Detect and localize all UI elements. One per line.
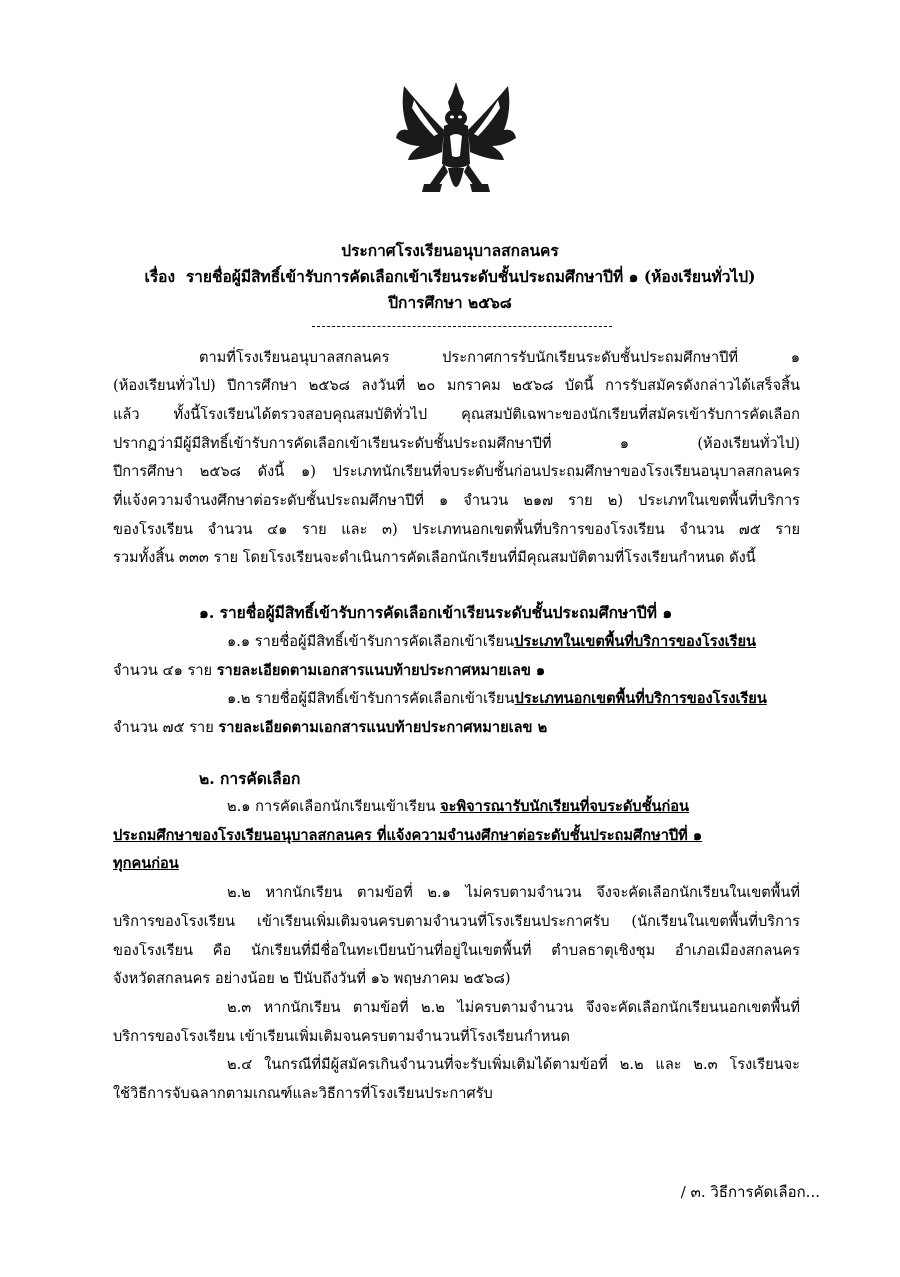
continuation-note: / ๓. วิธีการคัดเลือก...: [680, 1183, 820, 1201]
subject-label: เรื่อง: [144, 267, 176, 286]
intro-line: ตามที่โรงเรียนอนุบาลสกลนคร ประกาศการรับนักเรียนระดับชั้นประถมศึกษาปีที่ ๑: [199, 349, 800, 366]
section2-item1-line: ทุกคนก่อน: [113, 855, 179, 872]
section2-item1-line: ประถมศึกษาของโรงเรียนอนุบาลสกลนคร ที่แจ้งความจำนงศึกษาต่อระดับชั้นประถมศึกษาปีที่ ๑: [113, 827, 703, 844]
section2-item2-line: บริการของโรงเรียน เข้าเรียนเพิ่มเติมจนครบตามจำนวนที่โรงเรียนประกาศรับ (นักเรียนในเขตพื้นที่บริการ: [113, 913, 800, 930]
section2-item2-line: ของโรงเรียน คือ นักเรียนที่มีชื่อในทะเบียนบ้านที่อยู่ในเขตพื้นที่ ตำบลธาตุเชิงชุม อำเภอเมืองสกลนคร: [113, 942, 800, 959]
header-divider: [312, 326, 612, 327]
item-emphasis: จะพิจารณารับนักเรียนที่จบระดับชั้นก่อน: [440, 798, 690, 815]
item-type: ประเภทในเขตพื้นที่บริการของโรงเรียน: [514, 633, 757, 650]
garuda-emblem: [394, 80, 518, 208]
intro-line: ปีการศึกษา ๒๕๖๘ ดังนี้ ๑) ประเภทนักเรียนที่จบระดับชั้นก่อนประถมศึกษาของโรงเรียนอนุบาลสกลนคร: [113, 463, 800, 480]
intro-line: รวมทั้งสิ้น ๓๓๓ ราย โดยโรงเรียนจะดำเนินการคัดเลือกนักเรียนที่มีคุณสมบัติตามที่โรงเรียนกำหนด ดังนี้: [113, 549, 756, 566]
item-detail: รายละเอียดตามเอกสารแนบท้ายประกาศหมายเลข ๑: [216, 662, 546, 679]
item-count: จำนวน ๔๑ ราย: [113, 662, 213, 679]
item-detail: รายละเอียดตามเอกสารแนบท้ายประกาศหมายเลข ๒: [218, 719, 548, 736]
section2-item4-line: ๒.๔ ในกรณีที่มีผู้สมัครเกินจำนวนที่จะรับเพิ่มเติมได้ตามข้อที่ ๒.๒ และ ๒.๓ โรงเรียนจะ: [227, 1056, 800, 1073]
announcement-subject: [60, 264, 840, 289]
section2-item4-line: ใช้วิธีการจับฉลากตามเกณฑ์และวิธีการที่โรงเรียนประกาศรับ: [113, 1085, 493, 1102]
item-lead: ๑.๑ รายชื่อผู้มีสิทธิ์เข้ารับการคัดเลือกเข้าเรียน: [227, 633, 515, 650]
announcement-title: ประกาศโรงเรียนอนุบาลสกลนคร: [341, 241, 559, 260]
item-lead: ๑.๒ รายชื่อผู้มีสิทธิ์เข้ารับการคัดเลือกเข้าเรียน: [227, 690, 515, 707]
section2-heading: ๒. การคัดเลือก: [199, 769, 301, 788]
subject-text: รายชื่อผู้มีสิทธิ์เข้ารับการคัดเลือกเข้าเรียนระดับชั้นประถมศึกษาปีที่ ๑ (ห้องเรียนทั่วไป): [185, 267, 756, 286]
section2-item2-line: ๒.๒ หากนักเรียน ตามข้อที่ ๒.๑ ไม่ครบตามจำนวน จึงจะคัดเลือกนักเรียนในเขตพื้นที่: [227, 884, 800, 901]
intro-line: ปรากฏว่ามีผู้มีสิทธิ์เข้ารับการคัดเลือกเข้าเรียนระดับชั้นประถมศึกษาปีที่ ๑ (ห้องเรียนทั่วไป): [113, 435, 800, 452]
section2-item1: [227, 795, 689, 818]
section2-item3-line: ๒.๓ หากนักเรียน ตามข้อที่ ๒.๒ ไม่ครบตามจำนวน จึงจะคัดเลือกนักเรียนนอกเขตพื้นที่: [227, 999, 800, 1016]
section1-heading: ๑. รายชื่อผู้มีสิทธิ์เข้ารับการคัดเลือกเข้าเรียนระดับชั้นประถมศึกษาปีที่ ๑: [199, 603, 673, 622]
section1-item2: [227, 687, 767, 710]
academic-year: ปีการศึกษา ๒๕๖๘: [388, 293, 512, 312]
intro-line: ของโรงเรียน จำนวน ๔๑ ราย และ ๓) ประเภทนอกเขตพื้นที่บริการของโรงเรียน จำนวน ๗๕ ราย: [113, 521, 800, 538]
item-lead: ๒.๑ การคัดเลือกนักเรียนเข้าเรียน: [227, 798, 436, 815]
section1-item2-detail: [113, 716, 547, 739]
intro-line: ที่แจ้งความจำนงศึกษาต่อระดับชั้นประถมศึกษาปีที่ ๑ จำนวน ๒๑๗ ราย ๒) ประเภทในเขตพื้นที่บริการ: [113, 492, 800, 509]
section2-item3-line: บริการของโรงเรียน เข้าเรียนเพิ่มเติมจนครบตามจำนวนที่โรงเรียนกำหนด: [113, 1028, 570, 1045]
item-type: ประเภทนอกเขตพื้นที่บริการของโรงเรียน: [514, 690, 767, 707]
intro-line: (ห้องเรียนทั่วไป) ปีการศึกษา ๒๕๖๘ ลงวันที่ ๒๐ มกราคม ๒๕๖๘ บัดนี้ การรับสมัครดังกล่าวได้เสร็จสิ้น: [113, 377, 800, 394]
intro-line: แล้ว ทั้งนี้โรงเรียนได้ตรวจสอบคุณสมบัติทั่วไป คุณสมบัติเฉพาะของนักเรียนที่สมัครเข้ารับการคัดเลือก: [113, 406, 800, 423]
item-count: จำนวน ๗๕ ราย: [113, 719, 214, 736]
section1-item1-detail: [113, 659, 545, 682]
section1-item1: [227, 630, 756, 653]
section2-item2-line: จังหวัดสกลนคร อย่างน้อย ๒ ปีนับถึงวันที่ ๑๖ พฤษภาคม ๒๕๖๘): [113, 970, 511, 987]
